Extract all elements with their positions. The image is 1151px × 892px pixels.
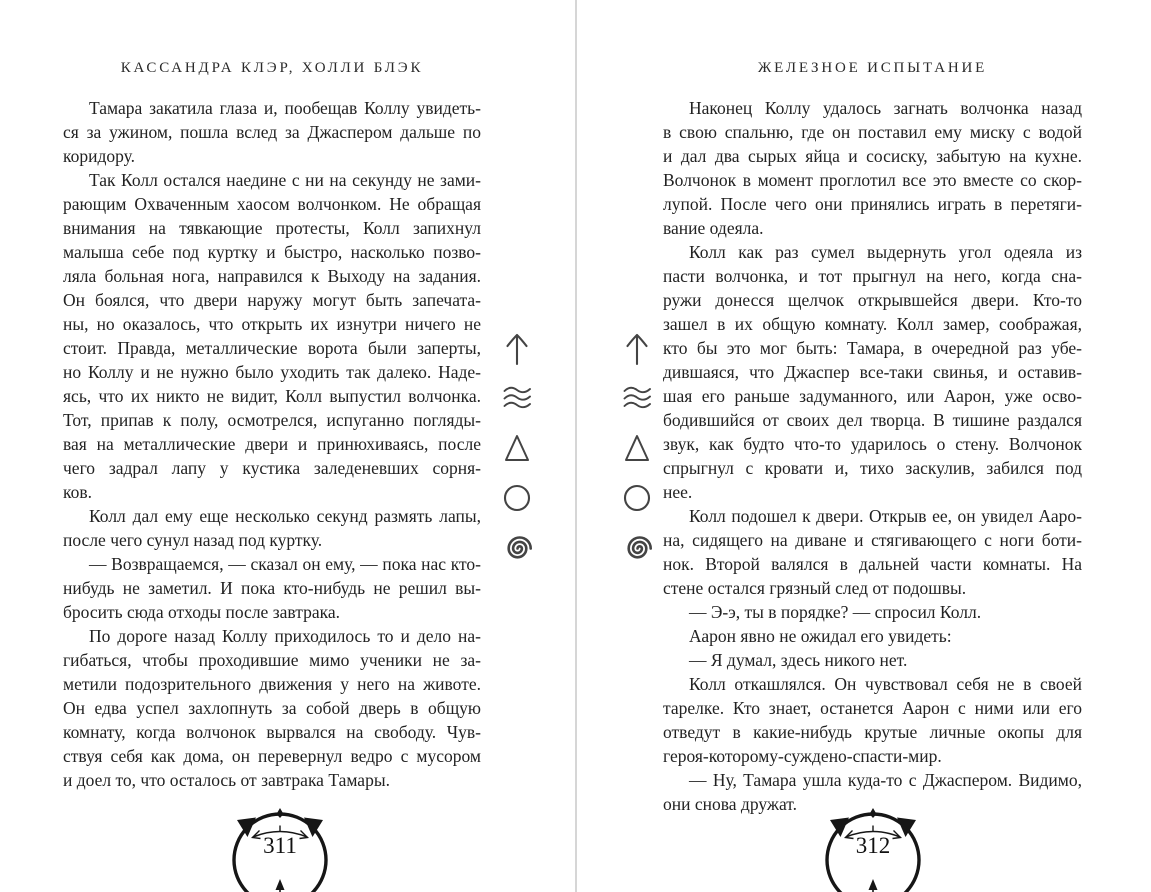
text-line: отведут в какие-нибудь крутые личные окопы для — [663, 722, 1082, 742]
page-number-ornament — [818, 800, 928, 892]
text-line: героя-которому-суждено-спасти-мир. — [663, 746, 942, 766]
running-head-author: КАССАНДРА КЛЭР, ХОЛЛИ БЛЭК — [120, 60, 424, 76]
text-line: и дал два сырых яйца и сосиску, забытую на кухне. — [663, 146, 1082, 166]
circle-icon — [501, 482, 533, 514]
text-line: ствуя себя как дома, он перевернул ведро с мусором — [63, 746, 481, 766]
ornament-thorn-left — [830, 818, 849, 838]
ornament-apex — [277, 808, 284, 818]
paragraph — [63, 624, 481, 792]
text-line: Колл как раз сумел выдернуть угол одеяла из — [689, 242, 1082, 262]
text-line: рающим Охваченным хаосом волчонком. Не обращая — [63, 194, 481, 214]
page-body-right — [663, 96, 1082, 816]
ornament-thorn-right — [304, 818, 323, 838]
text-line: малыша себе под куртку и быстро, насколько позво- — [63, 242, 481, 262]
page-right — [577, 0, 1151, 892]
triangle-icon — [621, 432, 653, 464]
text-line: нее. — [663, 482, 693, 502]
text-line: Тамара закатила глаза и, пообещав Коллу увидеть- — [89, 98, 481, 118]
text-line: в свою спальню, где он поставил ему миску с водой — [663, 122, 1082, 142]
text-line: вание одеяла. — [663, 218, 764, 238]
text-line: стене остался грязный след от подошвы. — [663, 578, 967, 598]
text-line: дившаяся, что Джаспер все-таки свинья, и оставив- — [663, 362, 1082, 382]
text-line: тарелке. Кто знает, останется Аарон с ними или его — [663, 698, 1082, 718]
text-line: но Коллу и не нужно было уходить так далеко. Наде- — [63, 362, 481, 382]
text-line: ясь, что их никто не видит, Колл выпустил волчонка. — [63, 386, 481, 406]
spiral-icon — [501, 532, 534, 565]
text-line: шая его раньше задуманного, или Аарон, уже осво- — [663, 386, 1082, 406]
text-line: на, сидящего на диване и стягивающего с ноги боти- — [663, 530, 1082, 550]
text-line: комнату, когда волчонок вырвался на свободу. Чув- — [63, 722, 481, 742]
page-number-ornament — [225, 800, 335, 892]
ornament-bottom-arrow — [276, 879, 285, 890]
text-line: Тот, припав к полу, осмотрелся, испуганно погляды- — [63, 410, 481, 430]
text-line: ков. — [63, 482, 93, 502]
paragraph — [63, 96, 481, 168]
text-line: спрыгнул с кровати и, тихо заскулив, забился под — [663, 458, 1082, 478]
text-line: внимания на тявкающие протесты, Колл запихнул — [63, 218, 481, 238]
paragraph — [663, 624, 1082, 648]
paragraph — [663, 600, 1082, 624]
text-line: и доел то, что осталось от завтрака Тамары. — [63, 770, 390, 790]
triangle-icon — [501, 432, 533, 464]
margin-symbols-right — [620, 330, 654, 565]
text-line: Колл откашлялся. Он чувствовал себя не в своей — [689, 674, 1082, 694]
text-line: ны, но оказалось, что открыть их изнутри ничего не — [63, 314, 481, 334]
arrow-up-icon — [502, 330, 532, 366]
paragraph — [663, 240, 1082, 504]
arrow-up-icon — [622, 330, 652, 366]
text-line: По дороге назад Коллу приходилось то и дело на- — [89, 626, 481, 646]
text-line: Так Колл остался наедине с ни на секунду не зами- — [89, 170, 481, 190]
text-line: чего задрал лапу у кустика заледеневших сорня- — [63, 458, 481, 478]
text-line: Он едва успел захлопнуть за собой дверь в общую — [63, 698, 481, 718]
paragraph — [663, 504, 1082, 600]
text-line: Аарон явно не ожидал его увидеть: — [689, 626, 952, 646]
text-line: после чего сунул назад под куртку. — [63, 530, 323, 550]
ornament-bottom-arrow — [869, 879, 878, 890]
paragraph — [63, 552, 481, 624]
text-line: кто бы это мог быть: Тамара, в очередной раз убе- — [663, 338, 1082, 358]
text-line: — Я думал, здесь никого нет. — [689, 650, 908, 670]
text-line: они снова дружат. — [663, 794, 797, 814]
text-line: нибудь не заметил. И пока кто-нибудь не решил вы- — [63, 578, 481, 598]
text-line: зашел в их общую комнату. Колл замер, соображая, — [663, 314, 1082, 334]
page-body-left — [63, 96, 481, 792]
margin-symbols-left — [500, 330, 534, 565]
text-line: Колл дал ему еще несколько секунд размять лапы, — [89, 506, 481, 526]
text-line: нок. Второй валялся в дальней части комнаты. На — [663, 554, 1082, 574]
page-number: 311 — [263, 833, 297, 858]
circle-icon — [621, 482, 653, 514]
text-line: Наконец Коллу удалось загнать волчонка назад — [689, 98, 1082, 118]
text-line: бодившийся от своих дел творца. В тишине раздался — [663, 410, 1082, 430]
waves-icon — [502, 384, 532, 414]
ornament-thorn-left — [237, 818, 256, 838]
text-line: — Возвращаемся, — сказал он ему, — пока нас кто- — [89, 554, 481, 574]
text-line: ся за ужином, пошла вслед за Джаспером дальше по — [63, 122, 481, 142]
paragraph — [663, 672, 1082, 768]
text-line: Волчонок в момент проглотил все это вместе со скор- — [663, 170, 1082, 190]
text-line: бросить сюда отходы после завтрака. — [63, 602, 340, 622]
ornament-thorn-right — [897, 818, 916, 838]
text-line: Он боялся, что двери наружу могут быть запечата- — [63, 290, 481, 310]
running-head-title: ЖЕЛЕЗНОЕ ИСПЫТАНИЕ — [757, 60, 988, 76]
text-line: стоит. Правда, металлические ворота были заперты, — [63, 338, 481, 358]
spiral-icon — [621, 532, 654, 565]
page-number: 312 — [855, 833, 891, 858]
ornament-apex — [870, 808, 877, 818]
text-line: пасти волчонка, и тот прыгнул на него, когда сна- — [663, 266, 1082, 286]
text-line: Колл подошел к двери. Открыв ее, он увидел Ааро- — [689, 506, 1082, 526]
text-line: звук, как будто что-то ударилось о стену. Волчонок — [663, 434, 1082, 454]
paragraph — [63, 504, 481, 552]
text-line: гибаться, чтобы проходившие мимо ученики не за- — [63, 650, 481, 670]
page-left — [0, 0, 575, 892]
text-line: — Э-э, ты в порядке? — спросил Колл. — [689, 602, 982, 622]
paragraph — [663, 96, 1082, 240]
waves-icon — [622, 384, 652, 414]
text-line: лупой. После чего они принялись играть в перетяги- — [663, 194, 1082, 214]
text-line: — Ну, Тамара ушла куда-то с Джаспером. Видимо, — [689, 770, 1082, 790]
text-line: коридору. — [63, 146, 136, 166]
paragraph — [663, 648, 1082, 672]
text-line: ляла больная нога, направился к Выходу на задания. — [63, 266, 481, 286]
text-line: ружи донесся щелчок открывшейся двери. Кто-то — [663, 290, 1082, 310]
paragraph — [63, 168, 481, 504]
text-line: метили подозрительного движения у него на животе. — [63, 674, 481, 694]
text-line: вая на металлические двери и принюхиваясь, после — [63, 434, 481, 454]
